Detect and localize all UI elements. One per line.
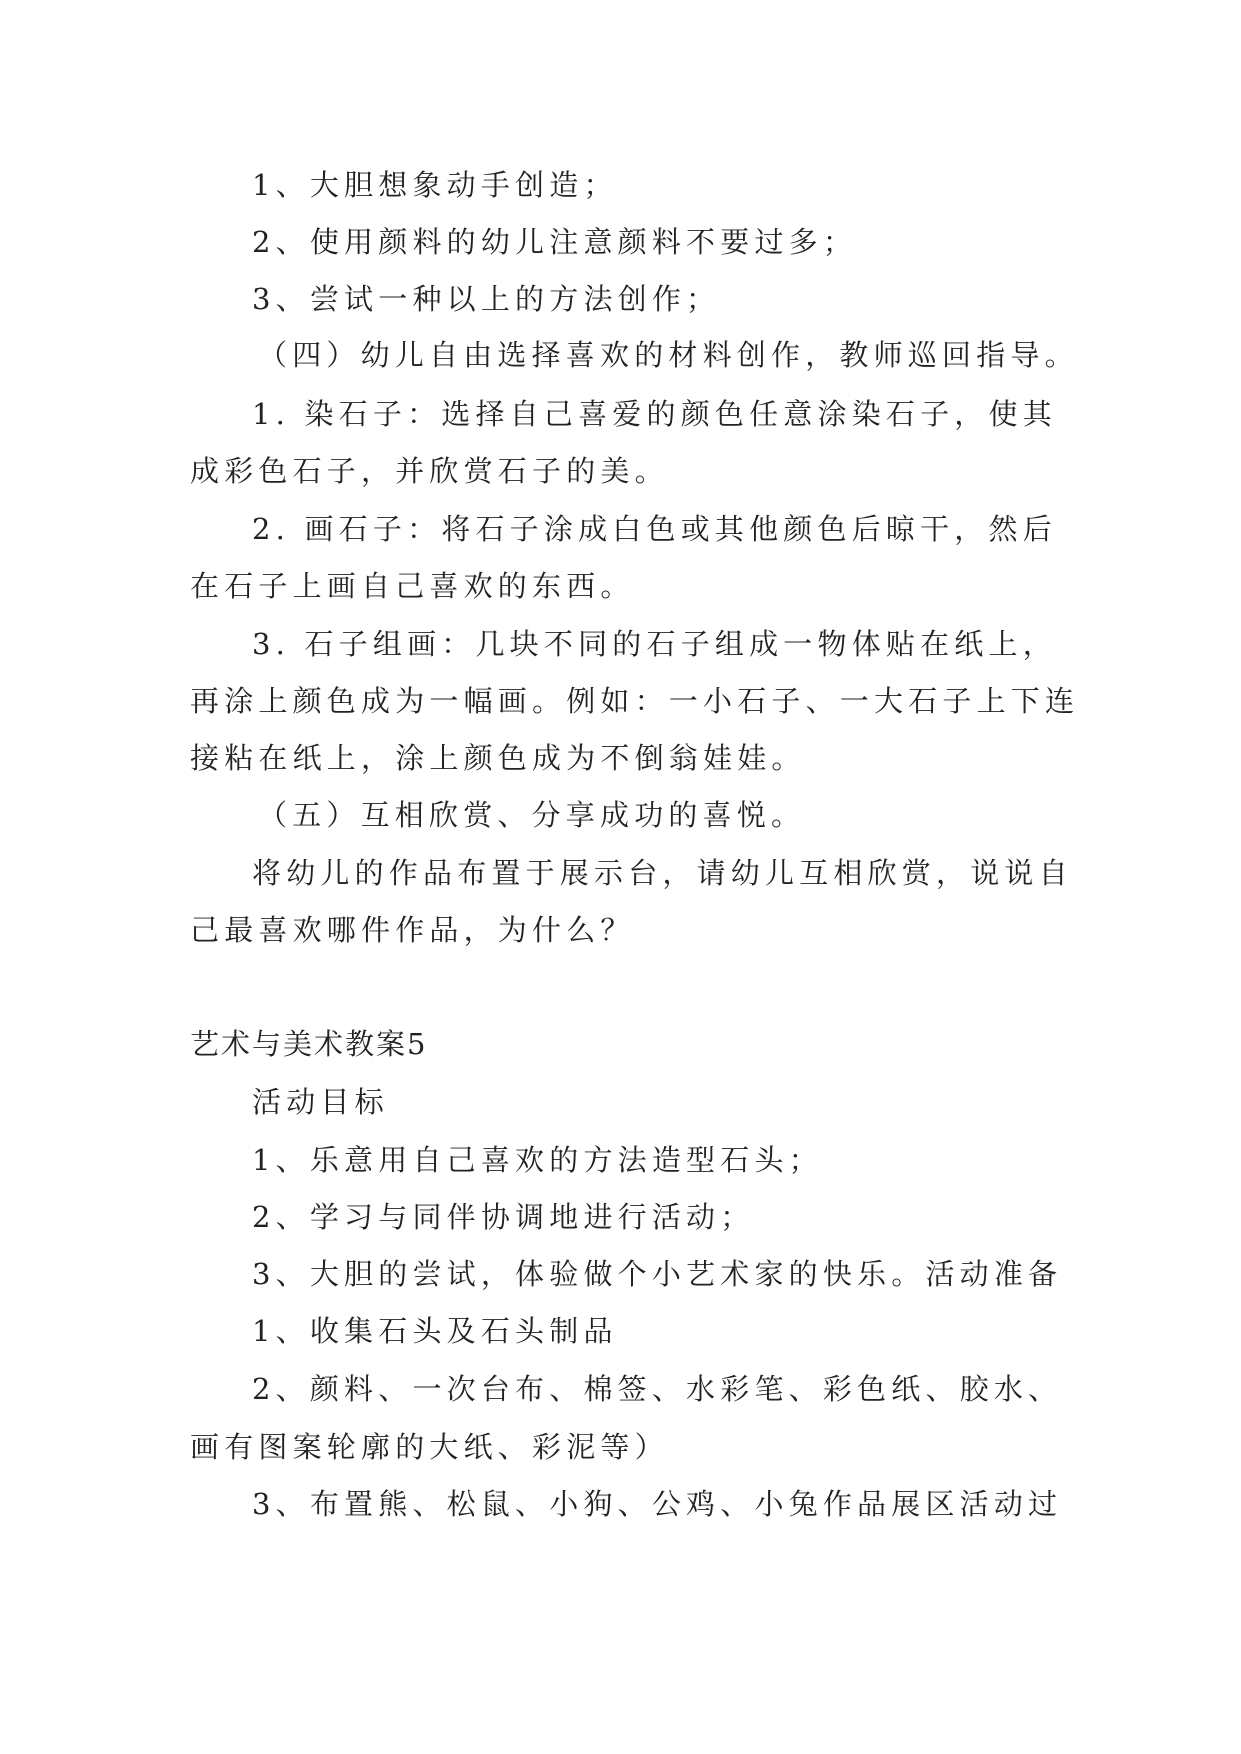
text-line: 成彩色石子，并欣赏石子的美。 <box>190 454 669 488</box>
section-heading: （四）幼儿自由选择喜欢的材料创作，教师巡回指导。 <box>258 338 1079 372</box>
text-line: 接粘在纸上，涂上颜色成为不倒翁娃娃。 <box>190 741 806 775</box>
text-line: 再涂上颜色成为一幅画。例如：一小石子、一大石子上下连 <box>190 684 1080 718</box>
section-heading: 活动目标 <box>252 1085 389 1119</box>
list-item: 3、尝试一种以上的方法创作； <box>252 282 721 316</box>
list-item: 1、乐意用自己喜欢的方法造型石头； <box>252 1143 823 1177</box>
list-item: 2、学习与同伴协调地进行活动； <box>252 1200 755 1234</box>
section-heading: （五）互相欣赏、分享成功的喜悦。 <box>258 798 806 832</box>
list-item: 1、收集石头及石头制品 <box>252 1314 618 1348</box>
paragraph-line: 将幼儿的作品布置于展示台，请幼儿互相欣赏，说说自 <box>252 856 1073 890</box>
document-title: 艺术与美术教案5 <box>190 1027 428 1061</box>
list-item: 1、大胆想象动手创造； <box>252 168 618 202</box>
text-line: 画有图案轮廓的大纸、彩泥等） <box>190 1430 669 1464</box>
list-item: 3、大胆的尝试，体验做个小艺术家的快乐。活动准备 <box>252 1257 1063 1291</box>
text-line: 在石子上画自己喜欢的东西。 <box>190 569 635 603</box>
text-line: 己最喜欢哪件作品，为什么？ <box>190 913 635 947</box>
list-item: 2、使用颜料的幼儿注意颜料不要过多； <box>252 225 858 259</box>
list-item: 2. 画石子：将石子涂成白色或其他颜色后晾干，然后 <box>252 512 1057 546</box>
list-item: 3. 石子组画：几块不同的石子组成一物体贴在纸上， <box>252 627 1057 661</box>
list-item: 3、布置熊、松鼠、小狗、公鸡、小兔作品展区活动过 <box>252 1487 1063 1521</box>
list-item: 2、颜料、一次台布、棉签、水彩笔、彩色纸、胶水、 <box>252 1372 1063 1406</box>
list-item: 1. 染石子：选择自己喜爱的颜色任意涂染石子，使其 <box>252 397 1057 431</box>
